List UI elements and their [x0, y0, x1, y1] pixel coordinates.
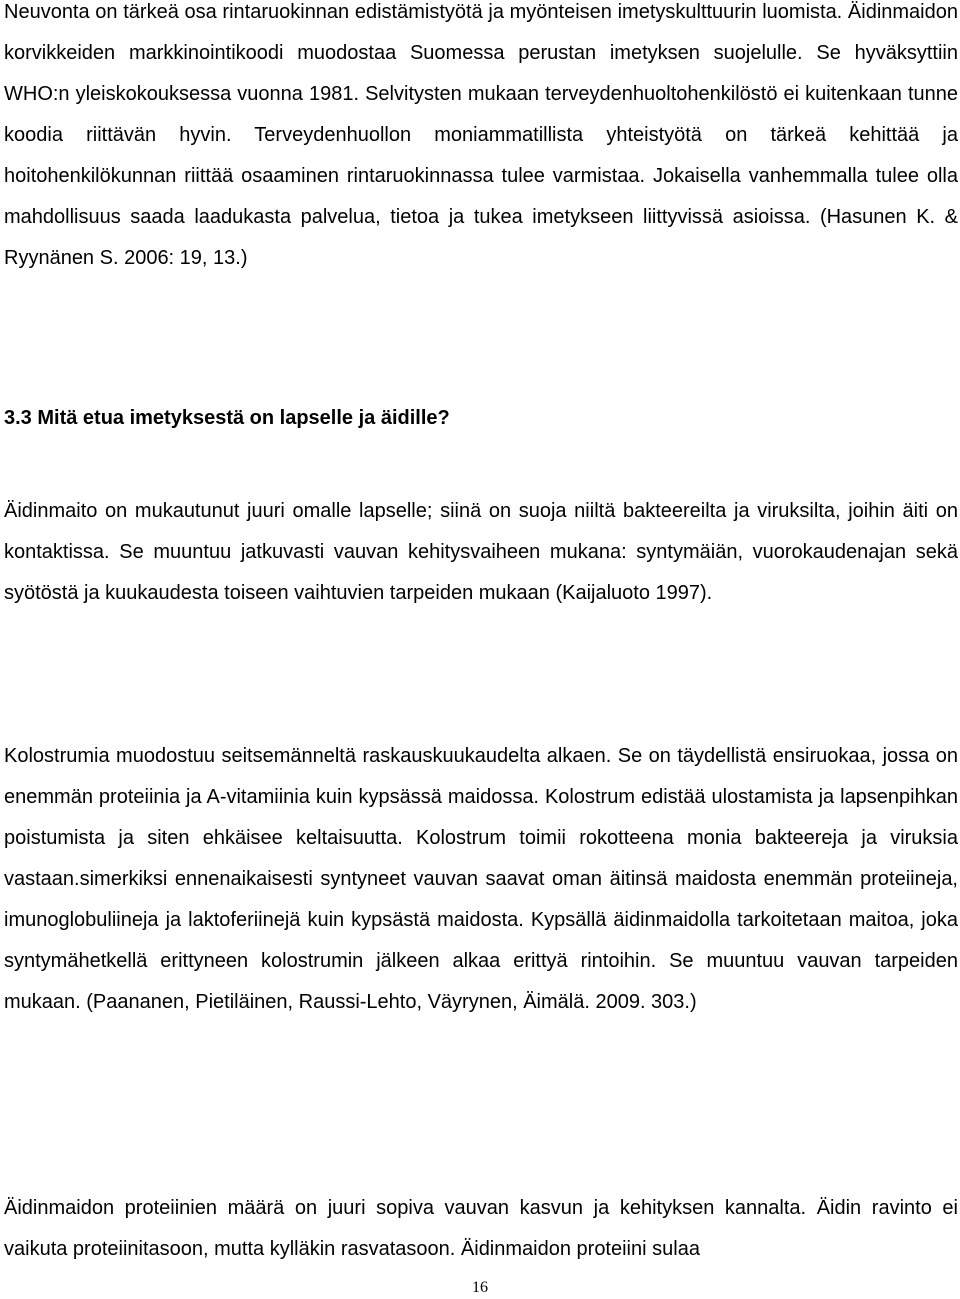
paragraph-colostrum: Kolostrumia muodostuu seitsemänneltä raskauskuukaudelta alkaen. Se on täydellistä ensiruokaa, jossa on enemmän proteiinia ja A-vitamiinia kuin kypsässä maidossa. Kolostrum edistää ulostamista ja lapsenpihkan poistumista ja siten ehkäisee keltaisuutta. Kolostrum toimii rokotteena monia bakteereja ja viruksia vastaan.simerkiksi ennenaikaisesti syntyneet vauvan saavat oman äitinsä maidosta enemmän proteiineja, imunoglobuliineja ja laktoferiinejä kuin kypsästä maidosta. Kypsällä äidinmaidolla tarkoitetaan maitoa, joka syntymähetkellä erittyneen kolostrumin jälkeen alkaa erittyä rintoihin. Se muuntuu vauvan tarpeiden mukaan. (Paananen, Pietiläinen, Raussi-Lehto, Väyrynen, Äimälä. 2009. 303.) [4, 745, 958, 1013]
paragraph-breastfeeding-counselling: Neuvonta on tärkeä osa rintaruokinnan edistämistyötä ja myönteisen imetyskulttuurin luomista. Äidinmaidon korvikkeiden markkinointikoodi muodostaa Suomessa perustan imetyksen suojelulle. Se hyväksyttiin WHO:n yleiskokouksessa vuonna 1981. Selvitysten mukaan terveydenhuoltohenkilöstö ei kuitenkaan tunne koodia riittävän hyvin. Terveydenhuollon moniammatillista yhteistyötä on tärkeä kehittää ja hoitohenkilökunnan riittää osaaminen rintaruokinnassa tulee varmistaa. Jokaisella vanhemmalla tulee olla mahdollisuus saada laadukasta palvelua, tietoa ja tukea imetykseen liittyvissä asioissa. (Hasunen K. & Ryynänen S. 2006: 19, 13.) [4, 1, 958, 269]
paragraph-milk-proteins: Äidinmaidon proteiinien määrä on juuri sopiva vauvan kasvun ja kehityksen kannalta. Äidin ravinto ei vaikuta proteiinitasoon, mutta kylläkin rasvatasoon. Äidinmaidon proteiini sulaa [4, 1197, 958, 1260]
section-heading: 3.3 Mitä etua imetyksestä on lapselle ja äidille? [4, 407, 450, 429]
paragraph-breast-milk-adaptation: Äidinmaito on mukautunut juuri omalle lapselle; siinä on suoja niiltä bakteereilta ja viruksilta, joihin äiti on kontaktissa. Se muuntuu jatkuvasti vauvan kehitysvaiheen mukana: syntymäiän, vuorokaudenajan sekä syötöstä ja kuukaudesta toiseen vaihtuvien tarpeiden mukaan (Kaijaluoto 1997). [4, 500, 958, 604]
page-number: 16 [472, 1279, 488, 1296]
